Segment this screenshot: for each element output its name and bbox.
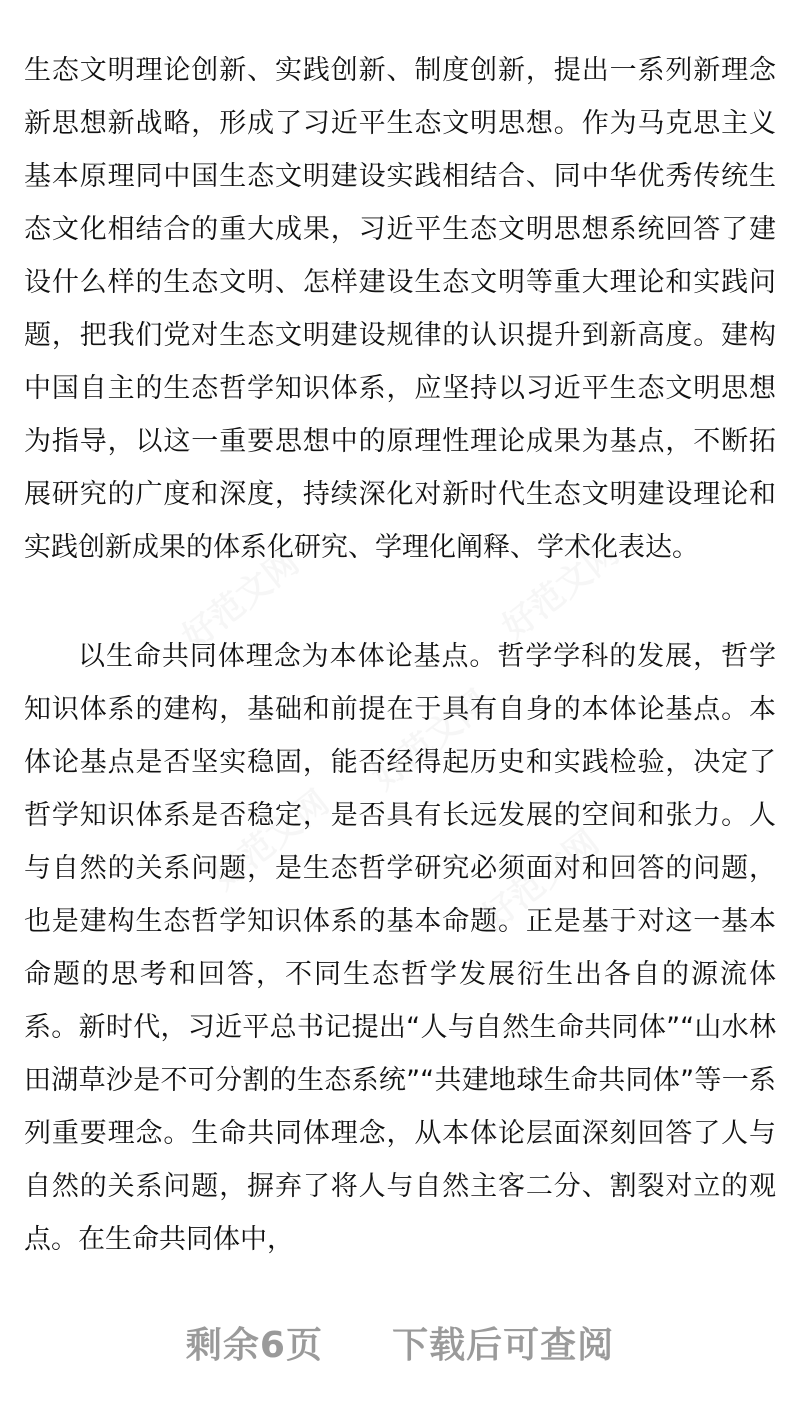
document-paragraph-2: 以生命共同体理念为本体论基点。哲学学科的发展，哲学知识体系的建构，基础和前提在于具有自身的本体论基点。本体论基点是否坚实稳固，能否经得起历史和实践检验，决定了哲学知识体系是否稳定，是否具有长远发展的空间和张力。人与自然的关系问题，是生态哲学研究必须面对和回答的问题，也是建构生态哲学知识体系的基本命题。正是基于对这一基本命题的思考和回答，不同生态哲学发展衍生出各自的源流体系。新时代，习近平总书记提出“人与自然生命共同体”“山水林田湖草沙是不可分割的生态系统”“共建地球生命共同体”等一系列重要理念。生命共同体理念，从本体论层面深刻回答了人与自然的关系问题，摒弃了将人与自然主客二分、割裂对立的观点。在生命共同体中，	[24, 641, 776, 1255]
download-label: 下载后可查阅	[392, 1325, 615, 1366]
document-paragraph-1: 生态文明理论创新、实践创新、制度创新，提出一系列新理念新思想新战略，形成了习近平生态文明思想。作为马克思主义基本原理同中国生态文明建设实践相结合、同中华优秀传统生态文化相结合的重大成果，习近平生态文明思想系统回答了建设什么样的生态文明、怎样建设生态文明等重大理论和实践问题，把我们党对生态文明建设规律的认识提升到新高度。建构中国自主的生态哲学知识体系，应坚持以习近平生态文明思想为指导，以这一重要思想中的原理性理论成果为基点，不断拓展研究的广度和深度，持续深化对新时代生态文明建设理论和实践创新成果的体系化研究、学理化阐释、学术化表达。	[24, 55, 776, 563]
remaining-pages-label: 剩余6页	[185, 1325, 323, 1366]
download-prompt[interactable]	[0, 1322, 800, 1370]
